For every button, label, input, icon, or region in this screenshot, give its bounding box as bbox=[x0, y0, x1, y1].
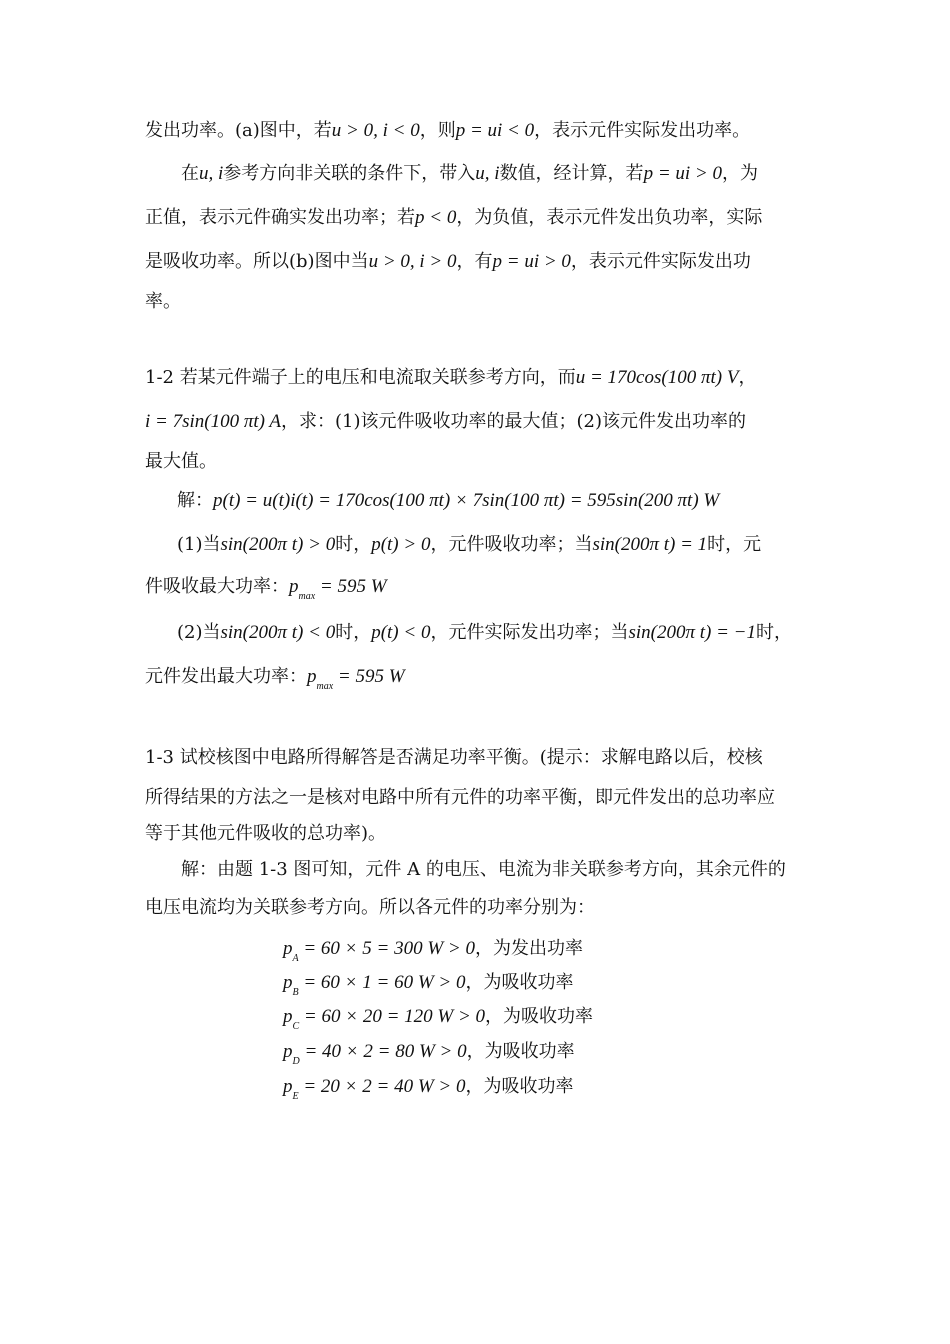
math-inline: p = ui > 0 bbox=[492, 251, 571, 272]
subscript: max bbox=[316, 681, 334, 692]
text: ，为发出功率 bbox=[474, 938, 583, 959]
math-inline: u > 0, i < 0 bbox=[331, 120, 420, 141]
problem-1-2-part-1-line-2 bbox=[145, 575, 387, 609]
text: 等于其他元件吸收的总功率)。 bbox=[145, 823, 387, 844]
math-inline: p(t) > 0 bbox=[371, 534, 431, 555]
text: 时，元 bbox=[707, 534, 762, 555]
text: (2)当 bbox=[177, 622, 221, 643]
math-inline: u, i bbox=[475, 163, 500, 184]
text: ，表示元件实际发出功率。 bbox=[534, 120, 751, 141]
math-value: = 60 × 1 = 60 W > 0 bbox=[303, 972, 466, 993]
paragraph-2-line-4 bbox=[145, 290, 181, 314]
power-equation-d bbox=[283, 1040, 575, 1074]
p-symbol: p bbox=[283, 1006, 293, 1027]
problem-1-3-solution-line-1 bbox=[181, 858, 786, 882]
text: ， bbox=[738, 367, 757, 388]
power-equation-b bbox=[283, 971, 573, 1005]
subscript: D bbox=[292, 1056, 300, 1067]
math-value: = 595 W bbox=[337, 666, 405, 687]
math-inline: p(t) < 0 bbox=[371, 622, 431, 643]
text: 参考方向非关联的条件下，带入 bbox=[223, 163, 476, 184]
paragraph-2-line-2 bbox=[145, 206, 762, 230]
math-equation: p(t) = u(t)i(t) = 170cos(100 πt) × 7sin(100 πt) = 595sin(200 πt) W bbox=[213, 490, 720, 511]
problem-1-2-part-2-line-2 bbox=[145, 665, 405, 699]
math-inline: u, i bbox=[199, 163, 224, 184]
text: 解：由题 1-3 图可知，元件 A 的电压、电流为非关联参考方向，其余元件的 bbox=[181, 859, 786, 880]
math-value: = 40 × 2 = 80 W > 0 bbox=[304, 1041, 467, 1062]
subscript: E bbox=[292, 1091, 299, 1102]
text: 元件发出最大功率： bbox=[145, 666, 307, 687]
solution-label: 解： bbox=[177, 490, 213, 511]
problem-1-3-solution-line-2 bbox=[145, 896, 595, 920]
subscript: max bbox=[298, 591, 316, 602]
p-symbol: p bbox=[283, 1041, 293, 1062]
problem-1-3-line-2 bbox=[145, 786, 775, 810]
text: 时， bbox=[335, 622, 372, 643]
p-symbol: p bbox=[283, 938, 293, 959]
math-value: = 595 W bbox=[319, 576, 387, 597]
text: ，元件吸收功率；当 bbox=[430, 534, 593, 555]
math-equation bbox=[283, 972, 466, 998]
p-symbol: p bbox=[283, 1076, 293, 1097]
text: ，为吸收功率 bbox=[466, 1041, 575, 1062]
problem-1-2-line-2 bbox=[145, 410, 746, 434]
problem-1-3-line-1 bbox=[145, 746, 763, 770]
text: 正值，表示元件确实发出功率；若 bbox=[145, 207, 415, 228]
math-inline: u = 170cos(100 πt) V bbox=[575, 367, 739, 388]
power-equation-c bbox=[283, 1005, 593, 1039]
text: (1)当 bbox=[177, 534, 221, 555]
math-equation bbox=[283, 1006, 486, 1032]
text: 数值，经计算，若 bbox=[499, 163, 644, 184]
text: ，为负值，表示元件发出负功率，实际 bbox=[456, 207, 763, 228]
problem-1-2-part-1-line-1 bbox=[177, 533, 761, 557]
math-inline: sin(200π t) = 1 bbox=[592, 534, 708, 555]
text: 所得结果的方法之一是核对电路中所有元件的功率平衡，即元件发出的总功率应 bbox=[145, 787, 775, 808]
math-inline: sin(200π t) < 0 bbox=[220, 622, 336, 643]
paragraph-2-line-3 bbox=[145, 250, 751, 274]
math-equation bbox=[283, 1076, 466, 1102]
text: 电压电流均为关联参考方向。所以各元件的功率分别为： bbox=[145, 897, 595, 918]
problem-1-2-part-2-line-1 bbox=[177, 621, 792, 645]
subscript: B bbox=[292, 987, 299, 998]
math-equation bbox=[283, 938, 475, 964]
math-value: = 60 × 5 = 300 W > 0 bbox=[303, 938, 475, 959]
problem-1-2-solution bbox=[177, 489, 719, 513]
text: ，则 bbox=[419, 120, 456, 141]
math-value: = 20 × 2 = 40 W > 0 bbox=[303, 1076, 466, 1097]
subscript: C bbox=[292, 1021, 300, 1032]
math-inline: sin(200π t) > 0 bbox=[220, 534, 336, 555]
math-inline: p = ui > 0 bbox=[643, 163, 722, 184]
text: ，求：(1)该元件吸收功率的最大值；(2)该元件发出功率的 bbox=[281, 411, 746, 432]
problem-1-3-line-3 bbox=[145, 822, 386, 846]
text: ，有 bbox=[456, 251, 493, 272]
p-symbol: p bbox=[289, 576, 299, 597]
text: ，表示元件实际发出功 bbox=[570, 251, 751, 272]
text: 最大值。 bbox=[145, 451, 217, 472]
math-inline: u > 0, i > 0 bbox=[368, 251, 457, 272]
text: ，元件实际发出功率；当 bbox=[430, 622, 629, 643]
text: 件吸收最大功率： bbox=[145, 576, 289, 597]
text: 时， bbox=[335, 534, 372, 555]
math-pmax bbox=[307, 666, 405, 692]
text: 发出功率。(a)图中，若 bbox=[145, 120, 332, 141]
paragraph-2-line-1 bbox=[181, 162, 758, 186]
text: 在 bbox=[181, 163, 199, 184]
math-value: = 60 × 20 = 120 W > 0 bbox=[303, 1006, 486, 1027]
power-equation-a bbox=[283, 937, 583, 971]
text: 1-3 试校核图中电路所得解答是否满足功率平衡。(提示：求解电路以后，校核 bbox=[145, 747, 763, 768]
p-symbol: p bbox=[307, 666, 317, 687]
text: 是吸收功率。所以(b)图中当 bbox=[145, 251, 369, 272]
paragraph-1-line-1 bbox=[145, 119, 750, 143]
math-inline: i = 7sin(100 πt) A bbox=[145, 411, 281, 432]
text: 时， bbox=[756, 622, 792, 643]
text: ，为吸收功率 bbox=[465, 1076, 574, 1097]
math-pmax bbox=[289, 576, 387, 602]
p-symbol: p bbox=[283, 972, 293, 993]
power-equation-e bbox=[283, 1075, 573, 1109]
text: 1-2 若某元件端子上的电压和电流取关联参考方向，而 bbox=[145, 367, 576, 388]
text: ，为 bbox=[721, 163, 758, 184]
math-inline: p < 0 bbox=[415, 207, 457, 228]
subscript: A bbox=[292, 953, 299, 964]
math-inline: p = ui < 0 bbox=[455, 120, 535, 141]
math-equation bbox=[283, 1041, 467, 1067]
problem-1-2-line-3 bbox=[145, 450, 217, 474]
text: ，为吸收功率 bbox=[465, 972, 574, 993]
problem-1-2-line-1 bbox=[145, 366, 756, 390]
text: ，为吸收功率 bbox=[485, 1006, 594, 1027]
math-inline: sin(200π t) = −1 bbox=[628, 622, 756, 643]
text: 率。 bbox=[145, 291, 181, 312]
